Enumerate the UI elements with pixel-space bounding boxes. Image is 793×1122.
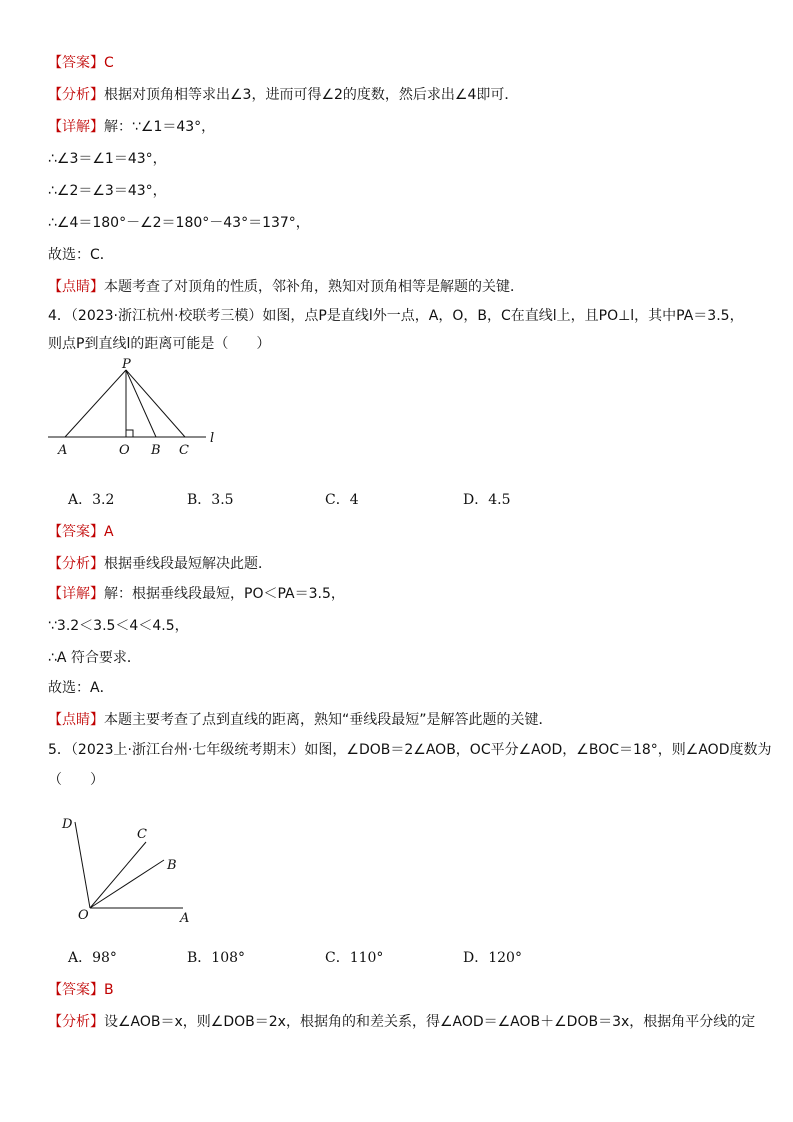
choose-line: 故选：C． <box>48 247 114 263</box>
choose-line: 故选：A． <box>48 680 114 696</box>
option-c[interactable]: C．4 <box>325 492 359 508</box>
label-O: O <box>119 443 130 458</box>
detail-line-q3 <box>48 117 215 137</box>
comment-line-q4 <box>48 710 553 730</box>
detail-step-1: ∵3.2＜3.5＜4＜4.5， <box>48 618 189 634</box>
question-4-stem-line-1: 4．（2023·浙江杭州·校联考三模）如图，点P是直线l外一点，A，O，B，C在直线l上，且PO⊥l，其中PA＝3.5， <box>48 308 744 324</box>
analysis-line-q4 <box>48 554 272 574</box>
answer-line-q4 <box>48 522 114 542</box>
label-C: C <box>179 443 189 458</box>
right-angle-mark <box>126 430 133 437</box>
option-a[interactable]: A．3.2 <box>68 492 115 508</box>
comment-line-q3 <box>48 277 524 297</box>
ray-OD <box>75 822 90 908</box>
option-b[interactable]: B．108° <box>187 950 246 966</box>
comment-text: 本题主要考查了点到直线的距离，熟知“垂线段最短”是解答此题的关键． <box>104 712 553 728</box>
segment-PB <box>126 370 156 437</box>
label-O: O <box>78 908 89 923</box>
analysis-text: 根据对顶角相等求出∠3，进而可得∠2的度数，然后求出∠4即可． <box>104 87 519 103</box>
label-P: P <box>122 357 131 372</box>
answer-value: B <box>104 982 114 998</box>
question-5-stem-line-2: （ ） <box>48 772 104 788</box>
analysis-tag: 【分析】 <box>48 87 104 103</box>
detail-tag: 【详解】 <box>48 586 104 602</box>
detail-tag: 【详解】 <box>48 119 104 135</box>
answer-line-q3 <box>48 53 114 73</box>
analysis-text: 根据垂线段最短解决此题． <box>104 556 272 572</box>
question-5-figure <box>50 808 210 930</box>
option-a[interactable]: A．98° <box>68 950 117 966</box>
ray-OB <box>90 860 164 908</box>
option-d[interactable]: D．4.5 <box>463 492 511 508</box>
analysis-line-q3 <box>48 85 518 105</box>
label-C: C <box>137 827 147 842</box>
segment-PA <box>65 370 126 437</box>
question-4-stem-line-2: 则点P到直线l的距离可能是（ ） <box>48 336 271 352</box>
analysis-line-q5 <box>48 1012 755 1032</box>
detail-step-3: ∴∠4＝180°－∠2＝180°－43°＝137°， <box>48 215 310 231</box>
detail-step-1: ∴∠3＝∠1＝43°， <box>48 151 167 167</box>
label-A: A <box>58 443 68 458</box>
question-5-stem-line-1: 5．（2023上·浙江台州·七年级统考期末）如图，∠DOB＝2∠AOB，OC平分∠AOD，∠BOC＝18°，则∠AOD度数为 <box>48 742 772 758</box>
analysis-text: 设∠AOB＝x，则∠DOB＝2x，根据角的和差关系，得∠AOD＝∠AOB＋∠DOB＝3x，根据角平分线的定 <box>104 1014 756 1030</box>
answer-tag: 【答案】 <box>48 982 104 998</box>
question-4-figure <box>40 356 230 488</box>
detail-text: 解：∵∠1＝43°， <box>104 119 216 135</box>
analysis-tag: 【分析】 <box>48 556 104 572</box>
label-D: D <box>62 817 73 832</box>
detail-step-2: ∴A 符合要求． <box>48 650 141 666</box>
answer-line-q5 <box>48 980 114 1000</box>
label-B: B <box>151 443 161 458</box>
label-A: A <box>180 911 190 926</box>
answer-tag: 【答案】 <box>48 524 104 540</box>
label-B: B <box>167 858 177 873</box>
ray-OC <box>90 842 146 908</box>
comment-tag: 【点睛】 <box>48 279 104 295</box>
option-b[interactable]: B．3.5 <box>187 492 234 508</box>
detail-text: 解：根据垂线段最短，PO＜PA＝3.5， <box>104 586 345 602</box>
option-d[interactable]: D．120° <box>463 950 522 966</box>
detail-line-q4 <box>48 584 345 604</box>
answer-tag: 【答案】 <box>48 55 104 71</box>
comment-tag: 【点睛】 <box>48 712 104 728</box>
option-c[interactable]: C．110° <box>325 950 384 966</box>
comment-text: 本题考查了对顶角的性质，邻补角，熟知对顶角相等是解题的关键． <box>104 279 524 295</box>
segment-PC <box>126 370 185 437</box>
detail-step-2: ∴∠2＝∠3＝43°， <box>48 183 167 199</box>
answer-value: C <box>104 55 114 71</box>
analysis-tag: 【分析】 <box>48 1014 104 1030</box>
answer-value: A <box>104 524 114 540</box>
label-l: l <box>210 431 215 446</box>
